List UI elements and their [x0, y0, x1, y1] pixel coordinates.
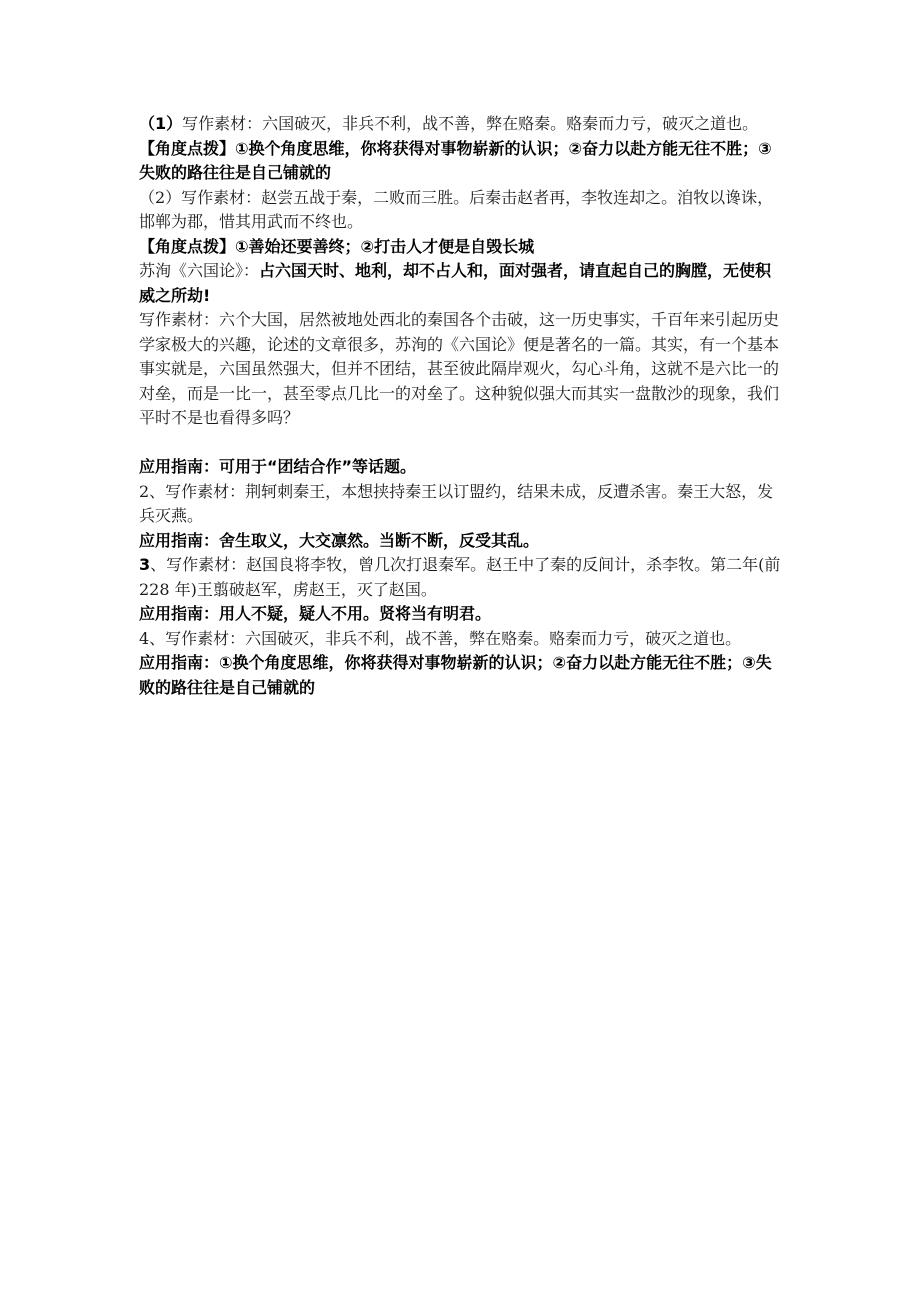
- guide-jingke: 应用指南：舍生取义，大交凛然。当断不断，反受其乱。: [139, 530, 540, 550]
- essay-prefix: 苏洵《六国论》：: [139, 261, 260, 280]
- angle-tip-1: 【角度点拨】①换个角度思维，你将获得对事物崭新的认识；②奋力以赴方能无往不胜；③失败的路往往是自己铺就的: [139, 138, 772, 182]
- document-page: [139, 112, 784, 700]
- angle-tip-2: 【角度点拨】①善始还要善终；②打击人才便是自毁长城: [139, 236, 535, 256]
- guide-bribe-qin: 应用指南：①换个角度思维，你将获得对事物崭新的认识；②奋力以赴方能无往不胜；③失败的路往往是自己铺就的: [139, 653, 772, 697]
- material-bribe-qin: 4、写作素材：六国破灭，非兵不利，战不善，弊在赂秦。赂秦而力亏，破灭之道也。: [139, 628, 742, 648]
- material-limu-number: 3: [139, 555, 151, 574]
- material-limu: [139, 553, 784, 602]
- essay-quote: 占六国天时、地利，却不占人和，面对强者，请直起自己的胸膛，无使积威之所劫!: [139, 261, 772, 305]
- material-1-number: （1）: [139, 114, 183, 133]
- material-2: （2）写作素材：赵尝五战于秦，二败而三胜。后秦击赵者再，李牧连却之。洎牧以谗诛，邯郸为郡，惜其用武而不终也。: [139, 187, 774, 231]
- six-states-essay-note: [139, 259, 784, 308]
- blank-line: [139, 431, 784, 456]
- material-jingke: 2、写作素材：荆轲刺秦王，本想挟持秦王以订盟约，结果未成，反遭杀害。秦王大怒，发兵灭燕。: [139, 481, 774, 525]
- material-limu-text: 、写作素材：赵国良将李牧，曾几次打退秦军。赵王中了秦的反间计，杀李牧。第二年(前 228 年)王翦破赵军，虏赵王，灭了赵国。: [139, 555, 781, 599]
- material-1: [139, 112, 784, 137]
- guide-limu: 应用指南：用人不疑，疑人不用。贤将当有明君。: [139, 604, 492, 623]
- guide-unity: 应用指南：可用于“团结合作”等话题。: [139, 457, 417, 476]
- material-six-states: 写作素材：六个大国，居然被地处西北的秦国各个击破，这一历史事实，千百年来引起历史学家极大的兴趣，论述的文章很多，苏洵的《六国论》便是著名的一篇。其实，有一个基本事实就是，六国虽然强大，但并不团结，甚至彼此隔岸观火，勾心斗角，这就不是六比一的对垒，而是一比一，甚至零点几比一的对垒了。这种貌似强大而其实一盘散沙的现象，我们平时不是也看得多吗？: [139, 310, 780, 427]
- material-1-text: 写作素材：六国破灭，非兵不利，战不善，弊在赂秦。赂秦而力亏，破灭之道也。: [182, 114, 759, 133]
